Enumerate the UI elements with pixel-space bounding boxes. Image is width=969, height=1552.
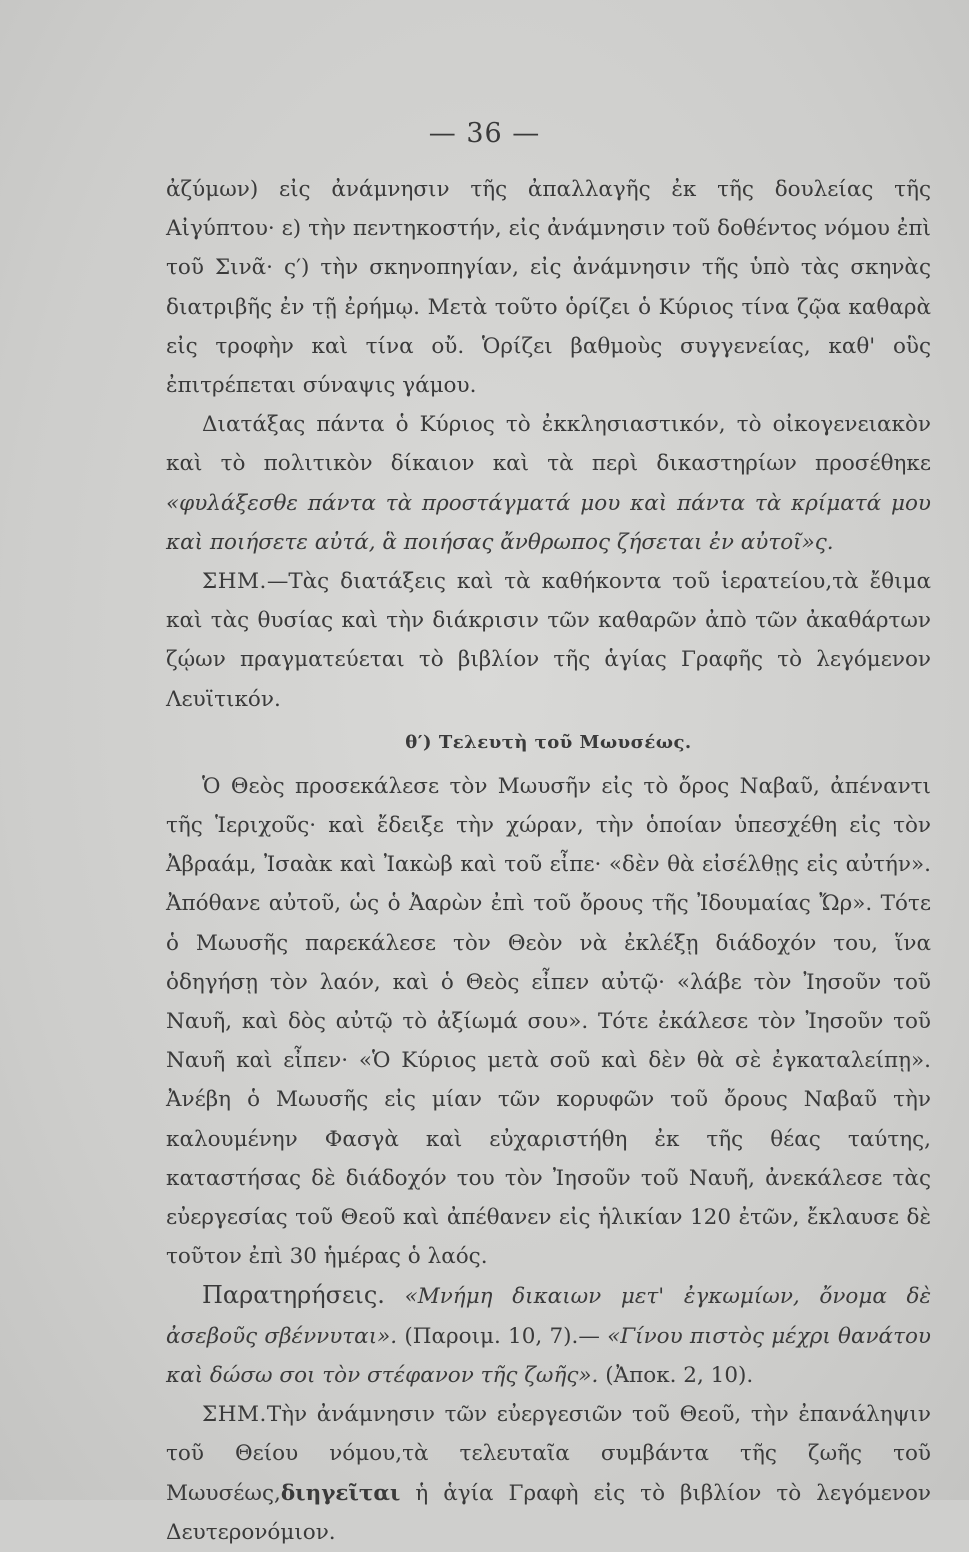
revelation-reference: (Ἀποκ. 2, 10). xyxy=(598,1362,754,1388)
commandments-quote: «φυλάξεσθε πάντα τὰ προστάγματά μου καὶ πάντα τὰ κρίματά μου καὶ ποιήσετε αὐτά, ἃ ποιήσας ἄνθρωπος ζήσεται ἐν αὐτοῖ»ς. xyxy=(166,490,931,555)
paragraph-remarks xyxy=(166,1276,931,1395)
paragraph-feasts: ἀζύμων) εἰς ἀνάμνησιν τῆς ἀπαλλαγῆς ἐκ τῆς δουλείας τῆς Αἰγύπτου· ε) τὴν πεντηκοστήν, εἰς ἀνάμνησιν τοῦ δοθέντος νόμου ἐπὶ τοῦ Σινᾶ· ς′) τὴν σκηνοπηγίαν, εἰς ἀνάμνησιν τῆς ὑπὸ τὰς σκηνὰς διατριβῆς ἐν τῇ ἐρήμῳ. Μετὰ τοῦτο ὁρίζει ὁ Κύριος τίνα ζῷα καθαρὰ εἰς τροφὴν καὶ τίνα οὔ. Ὁρίζει βαθμοὺς συγγενείας, καθ' οὓς ἐπιτρέπεται σύναψις γάμου. xyxy=(166,177,931,399)
section-heading: θ′) Τελευτὴ τοῦ Μωυσέως. xyxy=(405,731,692,753)
proverbs-quote: «Μνήμη δικαιων μετ' ἐγκωμίων, ὄνομα δὲ ἀσεβοῦς σβέννυται». xyxy=(166,1284,931,1349)
note-leviticus-text: —Τὰς διατάξεις καὶ τὰ καθήκοντα τοῦ ἱερατείου,τὰ ἔθιμα καὶ τὰς θυσίας καὶ τὴν διάκρισιν τῶν καθαρῶν ἀπὸ τῶν ἀκαθάρτων ζῴων πραγματεύεται τὸ βιβλίον τῆς ἁγίας Γραφῆς τὸ λεγόμενον Λευϊτικόν. xyxy=(166,569,931,712)
note-deuteronomy-text: Τὴν ἀνάμνησιν τῶν εὐεργεσιῶν τοῦ Θεοῦ, τὴν ἐπανάληψιν τοῦ Θείου νόμου,τὰ τελευταῖα συμβάντα τῆς ζωῆς τοῦ Μωυσέως, xyxy=(166,1402,931,1506)
note-deuteronomy-text-end: ἡ ἁγία Γραφὴ εἰς τὸ βιβλίον τὸ λεγόμενον Δευτερονόμιον. xyxy=(166,1480,931,1545)
paragraph-commandments xyxy=(166,405,931,562)
note-label: ΣΗΜ. xyxy=(202,569,267,595)
revelation-quote: «Γίνου πιστὸς μέχρι θανάτου καὶ δώσω σοι τὸν στέφανον τῆς ζωῆς». xyxy=(166,1323,931,1388)
remarks-label: Παρατηρήσεις. xyxy=(202,1281,385,1310)
page-body xyxy=(166,170,931,1552)
note-deuteronomy xyxy=(166,1395,931,1552)
note-leviticus xyxy=(166,562,931,719)
paragraph-death-of-moses: Ὁ Θεὸς προσεκάλεσε τὸν Μωυσῆν εἰς τὸ ὄρος Ναβαῦ, ἀπέναντι τῆς Ἱεριχοῦς· καὶ ἔδειξε τὴν χώραν, τὴν ὁποίαν ὑπεσχέθη εἰς τὸν Ἀβραάμ, Ἰσαὰκ καὶ Ἰακὼβ καὶ τοῦ εἶπε· «δὲν θὰ εἰσέλθῃς εἰς αὐτήν». Ἀπόθανε αὐτοῦ, ὡς ὁ Ἀαρὼν ἐπὶ τοῦ ὄρους τῆς Ἰδουμαίας Ὤρ». Τότε ὁ Μωυσῆς παρεκάλεσε τὸν Θεὸν νὰ ἐκλέξῃ διάδοχόν του, ἵνα ὁδηγήσῃ τὸν λαόν, καὶ ὁ Θεὸς εἶπεν αὐτῷ· «λάβε τὸν Ἰησοῦν τοῦ Ναυῆ, καὶ δὸς αὐτῷ τὸ ἀξίωμά σου». Τότε ἐκάλεσε τὸν Ἰησοῦν τοῦ Ναυῆ καὶ εἶπεν· «Ὁ Κύριος μετὰ σοῦ καὶ δὲν θὰ σὲ ἐγκαταλείπῃ». Ἀνέβη ὁ Μωυσῆς εἰς μίαν τῶν κορυφῶν τοῦ ὄρους Ναβαῦ τὴν καλουμένην Φασγὰ καὶ εὐχαριστήθη ἐκ τῆς θέας ταύτης, καταστήσας δὲ διάδοχόν του τὸν Ἰησοῦν τοῦ Ναυῆ, ἀνεκάλεσε τὰς εὐεργεσίας τοῦ Θεοῦ καὶ ἀπέθανεν εἰς ἡλικίαν 120 ἐτῶν, ἔκλαυσε δὲ τοῦτον ἐπὶ 30 ἡμέρας ὁ λαός. xyxy=(166,773,931,1270)
note-deuteronomy-bold: διηγεῖται xyxy=(280,1480,401,1506)
proverbs-reference: (Παροιμ. 10, 7).— xyxy=(397,1323,608,1349)
paragraph-commandments-text: Διατάξας πάντα ὁ Κύριος τὸ ἐκκλησιαστικόν, τὸ οἰκογενειακὸν καὶ τὸ πολιτικὸν δίκαιον καὶ τὰ περὶ δικαστηρίων προσέθηκε xyxy=(166,412,931,477)
page-number: — 36 — xyxy=(428,118,541,149)
note-label: ΣΗΜ. xyxy=(202,1402,267,1428)
